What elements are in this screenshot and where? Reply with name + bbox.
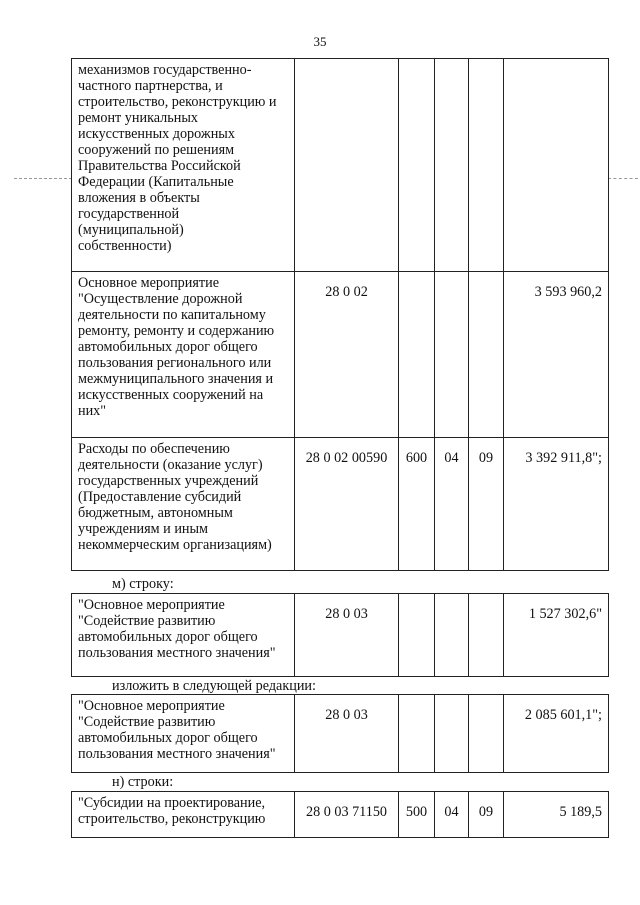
row-section: 04 bbox=[435, 438, 469, 571]
row-target-code: 28 0 03 bbox=[295, 695, 399, 773]
row-expense-type bbox=[399, 59, 435, 272]
row-sum: 3 593 960,2 bbox=[504, 272, 609, 438]
scan-artifact-line bbox=[14, 178, 72, 179]
budget-table bbox=[71, 593, 609, 677]
page-number: 35 bbox=[313, 34, 327, 49]
row-target-code: 28 0 03 bbox=[295, 594, 399, 677]
instruction-text: м) строку: bbox=[112, 576, 174, 592]
row-subsection: 09 bbox=[469, 792, 504, 838]
budget-table bbox=[71, 58, 609, 571]
row-name: "Основное мероприятие "Содействие развитию автомобильных дорог общего пользования местного значения" bbox=[72, 594, 295, 677]
table-row bbox=[72, 594, 609, 677]
instruction-text: н) строки: bbox=[112, 774, 174, 790]
row-target-code: 28 0 02 bbox=[295, 272, 399, 438]
row-subsection bbox=[469, 594, 504, 677]
budget-table bbox=[71, 694, 609, 773]
row-subsection bbox=[469, 59, 504, 272]
row-subsection bbox=[469, 695, 504, 773]
scan-artifact-line bbox=[608, 178, 638, 179]
instruction-text: изложить в следующей редакции: bbox=[112, 678, 316, 694]
row-expense-type bbox=[399, 594, 435, 677]
row-sum: 2 085 601,1"; bbox=[504, 695, 609, 773]
row-sum bbox=[504, 59, 609, 272]
row-sum: 3 392 911,8"; bbox=[504, 438, 609, 571]
row-target-code: 28 0 03 71150 bbox=[295, 792, 399, 838]
row-sum: 5 189,5 bbox=[504, 792, 609, 838]
row-target-code: 28 0 02 00590 bbox=[295, 438, 399, 571]
row-section bbox=[435, 272, 469, 438]
row-sum: 1 527 302,6" bbox=[504, 594, 609, 677]
row-target-code bbox=[295, 59, 399, 272]
row-name: "Субсидии на проектирование, строительство, реконструкцию bbox=[72, 792, 295, 838]
row-subsection bbox=[469, 272, 504, 438]
row-expense-type: 600 bbox=[399, 438, 435, 571]
row-expense-type bbox=[399, 695, 435, 773]
row-section bbox=[435, 594, 469, 677]
row-section bbox=[435, 59, 469, 272]
row-section: 04 bbox=[435, 792, 469, 838]
budget-table bbox=[71, 791, 609, 838]
row-name: "Основное мероприятие "Содействие развитию автомобильных дорог общего пользования местного значения" bbox=[72, 695, 295, 773]
table-row bbox=[72, 59, 609, 272]
table-row bbox=[72, 272, 609, 438]
row-section bbox=[435, 695, 469, 773]
row-name: Основное мероприятие "Осуществление дорожной деятельности по капитальному ремонту, ремонту и содержанию автомобильных дорог общего пользования регионального или межмуниципального значения и искусственных сооружений на них" bbox=[72, 272, 295, 438]
row-expense-type bbox=[399, 272, 435, 438]
row-name: Расходы по обеспечению деятельности (оказание услуг) государственных учреждений (Предоставление субсидий бюджетным, автономным учреждениям и иным некоммерческим организациям) bbox=[72, 438, 295, 571]
row-name: механизмов государственно- частного партнерства, и строительство, реконструкцию и ремонт уникальных искусственных дорожных сооружений по решениям Правительства Российской Федерации (Капитальные вложения в объекты государственной (муниципальной) собственности) bbox=[72, 59, 295, 272]
row-subsection: 09 bbox=[469, 438, 504, 571]
table-row bbox=[72, 792, 609, 838]
table-row bbox=[72, 695, 609, 773]
row-expense-type: 500 bbox=[399, 792, 435, 838]
table-row bbox=[72, 438, 609, 571]
